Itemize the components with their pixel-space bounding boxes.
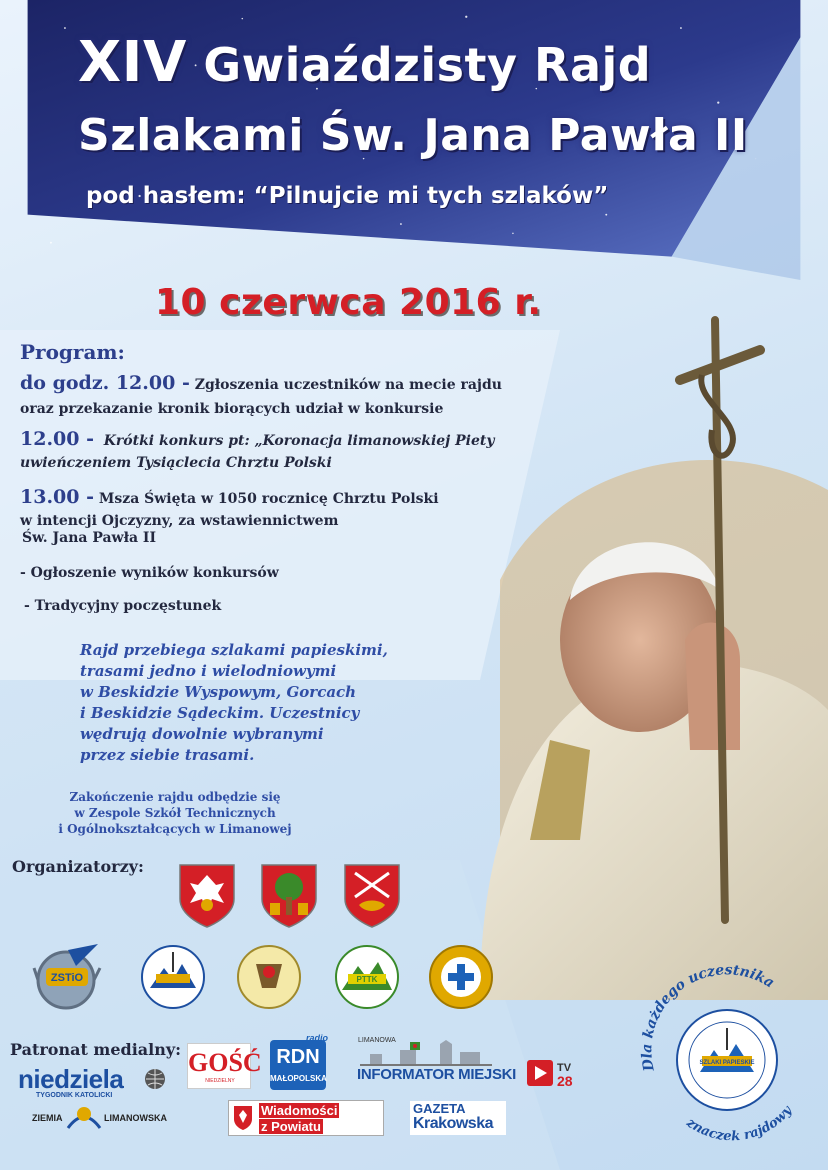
finish-location: [40, 789, 310, 837]
program-item-mass-line3: Św. Jana Pawła II: [22, 530, 157, 546]
szlaki-papieskie-logo: [140, 944, 206, 1010]
coat-of-arms-malopolska: [178, 863, 236, 929]
gopr-logo: [428, 944, 494, 1010]
svg-text:PTTK: PTTK: [356, 975, 378, 984]
event-date: 10 czerwca 2016 r.: [155, 282, 542, 323]
rajd-description: [80, 640, 420, 766]
rajd-line: i Beskidzie Sądeckim. Uczestnicy: [80, 704, 360, 722]
gazeta-krakowska-logo: [410, 1101, 506, 1135]
event-motto: pod hasłem: “Pilnujcie mi tych szlaków”: [86, 183, 609, 209]
program-text: Msza Święta w 1050 rocznicę Chrztu Polski: [98, 491, 439, 507]
program-item-contest-line2: [20, 454, 332, 473]
rajd-line: w Beskidzie Wyspowym, Gorcach: [80, 683, 357, 701]
limanowska-label: LIMANOWSKA: [104, 1113, 167, 1123]
program-time: 13.00 -: [20, 486, 94, 508]
badge-center-label: SZLAKI PAPIESKIE: [699, 1060, 755, 1066]
rajd-line: przez siebie trasami.: [80, 746, 255, 764]
parish-logo: [236, 944, 302, 1010]
tv28-logo: [527, 1058, 583, 1088]
badge-arc-bottom: znaczek rajdowy: [683, 1103, 796, 1145]
wiadomosci-z-powiatu-logo: [228, 1100, 384, 1136]
program-item-registration: [20, 374, 502, 395]
media-patronage-heading: Patronat medialny:: [10, 1040, 182, 1059]
informator-miejski-logo: INFORMATOR MIEJSKI: [357, 1066, 517, 1083]
town-skyline-icon: [360, 1040, 492, 1066]
niedziela-tagline: TYGODNIK KATOLICKI: [36, 1092, 113, 1099]
coat-of-arms-icon: [233, 1105, 253, 1131]
program-item-registration-line2: oraz przekazanie kronik biorących udział w konkursie: [20, 401, 444, 417]
event-title: [78, 30, 651, 95]
svg-text:28: 28: [557, 1073, 573, 1088]
gosc-niedzielny-logo: [187, 1043, 262, 1089]
badge-arc-top: Dla każdego uczestnika: [639, 962, 777, 1073]
program-text: uwieńczeniem Tysiąclecia Chrztu Polski: [20, 455, 332, 471]
svg-text:ZSTiO: ZSTiO: [50, 972, 84, 984]
rdn-radio-label: radio: [306, 1033, 329, 1043]
svg-text:TV: TV: [557, 1062, 572, 1074]
gazeta-title: GAZETA: [413, 1101, 466, 1116]
wiadomosci-subtitle: z Powiatu: [261, 1119, 321, 1134]
radio-rdn-logo: [270, 1033, 329, 1090]
rajd-line: trasami jedno i wielodniowymi: [80, 662, 337, 680]
program-text: Zgłoszenia uczestników na mecie rajdu: [194, 377, 502, 393]
coat-of-arms-limanowa-town: [343, 863, 401, 929]
program-item-mass-line2: w intencji Ojczyzny, za wstawiennictwem: [20, 513, 339, 529]
program-time: 12.00 -: [20, 428, 94, 450]
rajd-line: wędrują dowolnie wybranymi: [80, 725, 324, 743]
informator-town-label: LIMANOWA: [358, 1037, 396, 1044]
finish-line: Zakończenie rajdu odbędzie się: [69, 790, 281, 804]
program-text: Krótki konkurs pt: „Koronacja limanowskiej Piety: [103, 433, 495, 449]
finish-line: w Zespole Szkół Technicznych: [74, 806, 276, 820]
gazeta-subtitle: Krakowska: [413, 1115, 493, 1132]
coat-of-arms-limanowa-county: [260, 863, 318, 929]
gosc-subtitle: NIEDZIELNY: [205, 1078, 235, 1084]
program-heading: Program:: [20, 340, 125, 364]
zstio-school-logo: [28, 940, 108, 1016]
ziemia-label: ZIEMIA: [32, 1113, 63, 1123]
globe-icon: [144, 1068, 166, 1090]
program-item-refreshments: - Tradycyjny poczęstunek: [24, 598, 222, 614]
organizers-heading: Organizatorzy:: [12, 857, 144, 876]
finish-line: i Ogólnokształcących w Limanowej: [58, 822, 292, 836]
wiadomosci-title: Wiadomości: [261, 1103, 338, 1118]
event-title-line2: Szlakami Św. Jana Pawła II: [78, 110, 748, 161]
pttk-logo: [334, 944, 400, 1010]
event-title-roman: XIV: [78, 30, 187, 95]
rajd-line: Rajd przebiega szlakami papieskimi,: [80, 641, 388, 659]
rdn-region: MAŁOPOLSKA: [270, 1074, 327, 1083]
program-item-mass: [20, 488, 439, 509]
event-title-rest: Gwiaździsty Rajd: [203, 38, 652, 92]
gosc-title: GOŚĆ: [188, 1048, 262, 1077]
niedziela-logo: niedziela: [18, 1064, 124, 1094]
rdn-title: RDN: [276, 1046, 320, 1068]
ziemia-limanowska-sun-icon: [66, 1100, 102, 1130]
rally-badge: [632, 960, 822, 1150]
program-time: do godz. 12.00 -: [20, 372, 190, 394]
program-item-contest: [20, 430, 494, 451]
program-item-results: - Ogłoszenie wyników konkursów: [20, 565, 279, 581]
